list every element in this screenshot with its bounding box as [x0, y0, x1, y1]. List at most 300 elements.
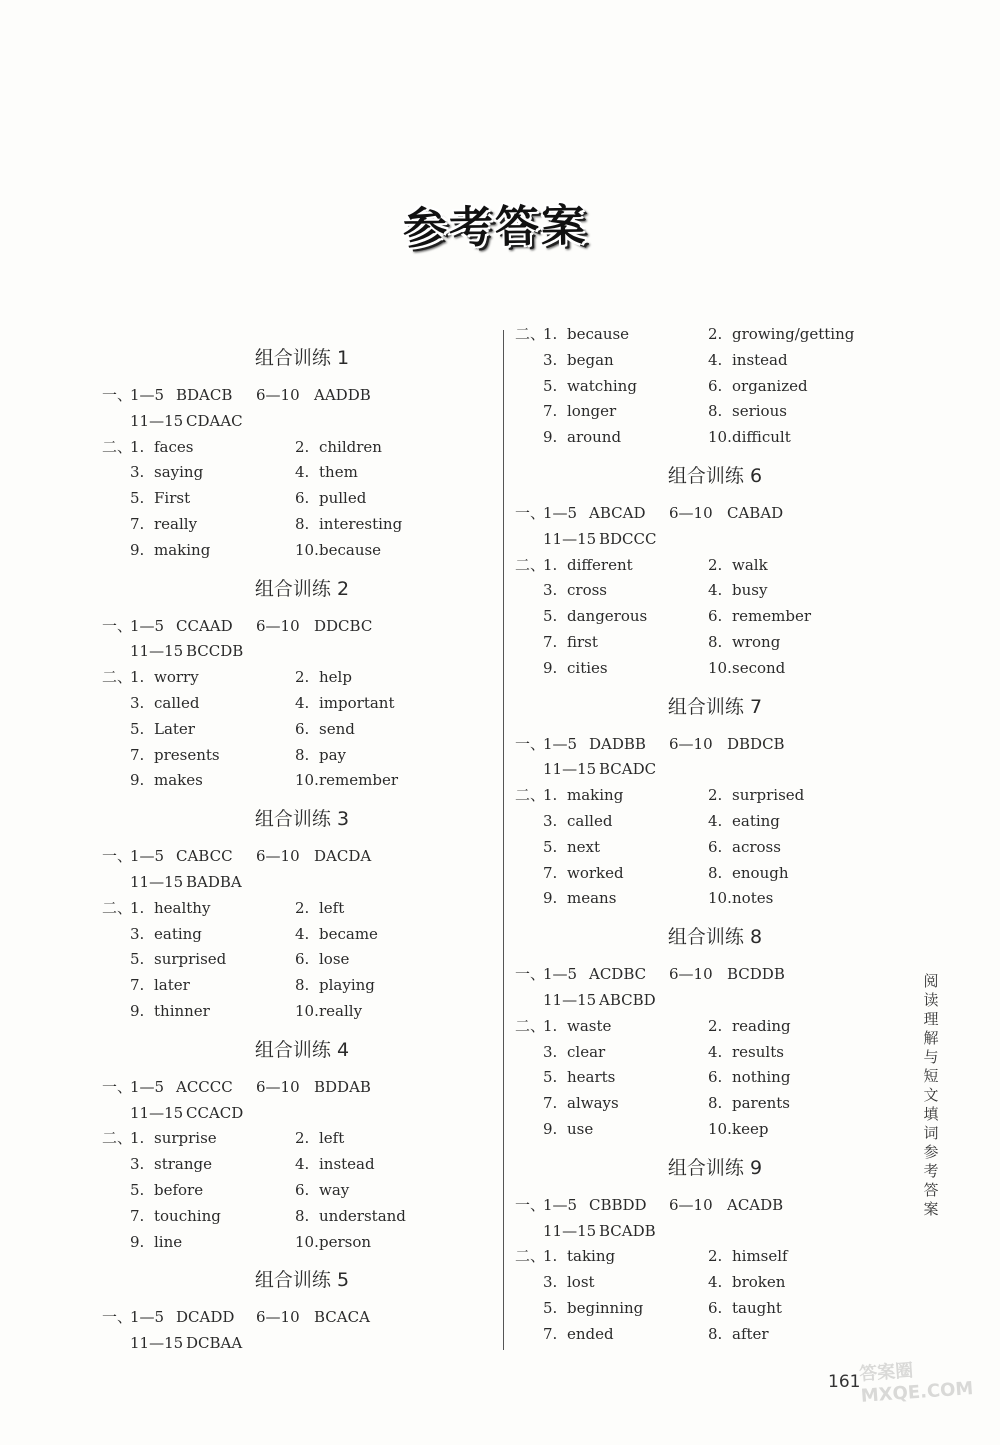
fill-answer	[708, 374, 868, 400]
answer-word: children	[319, 437, 382, 456]
item-number: 10.	[708, 428, 732, 447]
fill-answer	[130, 973, 295, 999]
choice-label: 一、	[102, 1077, 133, 1096]
fill-answer	[708, 630, 868, 656]
answer-word: understand	[319, 1206, 406, 1225]
item-number: 9.	[130, 771, 145, 790]
answer-word: really	[319, 1001, 363, 1020]
choice-row	[102, 409, 482, 435]
item-number: 5.	[130, 1180, 145, 1199]
fill-answer	[708, 1270, 868, 1296]
item-number: 8.	[295, 976, 310, 995]
column-divider	[503, 330, 504, 1350]
page-number: 161	[828, 1372, 861, 1392]
item-number: 3.	[130, 463, 145, 482]
answer-word: notes	[732, 889, 774, 908]
answer-word: beginning	[567, 1298, 644, 1317]
fill-answer	[130, 1126, 295, 1152]
item-number: 3.	[543, 811, 558, 830]
fill-row	[102, 947, 482, 973]
range-label: 6—10	[669, 503, 713, 522]
choice-answers: ACCCC	[176, 1077, 233, 1096]
choice-row	[515, 757, 895, 783]
choice-answers: ACADB	[727, 1195, 784, 1214]
side-label: 阅读理解与短文填词参考答案	[923, 972, 939, 1218]
answer-word: making	[154, 540, 211, 559]
training-section	[102, 339, 482, 564]
answer-word: watching	[567, 376, 637, 395]
answer-word: before	[154, 1180, 204, 1199]
range-label: 6—10	[256, 1077, 300, 1096]
fill-answer	[543, 553, 708, 579]
training-section	[515, 688, 895, 913]
choice-row	[515, 962, 895, 988]
fill-row	[102, 486, 482, 512]
fill-answer	[130, 1204, 295, 1230]
answer-word: next	[567, 837, 601, 856]
item-number: 6.	[295, 719, 310, 738]
item-number: 4.	[708, 1042, 723, 1061]
fill-row	[102, 999, 482, 1025]
fill-row	[515, 1322, 895, 1348]
answer-word: eating	[154, 924, 202, 943]
range-label: 11—15	[130, 1334, 184, 1353]
choice-answers: BCDDB	[727, 965, 785, 984]
answer-word: organized	[732, 376, 808, 395]
training-section	[102, 570, 482, 795]
answer-word: Later	[154, 719, 195, 738]
fill-answer	[130, 665, 295, 691]
item-number: 5.	[130, 489, 145, 508]
choice-answers: CABCC	[176, 847, 233, 866]
range-label: 6—10	[669, 965, 713, 984]
answer-word: called	[567, 811, 613, 830]
fill-row	[515, 374, 895, 400]
answer-word: enough	[732, 863, 789, 882]
item-number: 5.	[130, 719, 145, 738]
fill-row	[515, 348, 895, 374]
fill-answer	[295, 1204, 455, 1230]
fill-answer	[543, 1014, 708, 1040]
fill-row	[515, 1117, 895, 1143]
item-number: 2.	[295, 437, 310, 456]
training-section	[515, 1149, 895, 1348]
choice-label: 一、	[102, 616, 133, 635]
fill-answer	[708, 1014, 868, 1040]
fill-answer	[543, 374, 708, 400]
answer-word: became	[319, 924, 378, 943]
answer-word: line	[154, 1232, 183, 1251]
choice-row	[102, 1075, 482, 1101]
fill-row	[515, 425, 895, 451]
fill-row	[102, 1230, 482, 1256]
answer-word: worry	[154, 668, 199, 687]
answer-word: later	[154, 976, 190, 995]
answer-word: results	[732, 1042, 784, 1061]
fill-row	[102, 512, 482, 538]
fill-answer	[708, 1322, 868, 1348]
fill-answer	[708, 809, 868, 835]
fill-answer	[130, 460, 295, 486]
range-label: 11—15	[543, 529, 597, 548]
fill-answer	[708, 322, 868, 348]
fill-answer	[708, 1065, 868, 1091]
fill-answer	[708, 348, 868, 374]
fill-label: 二、	[515, 786, 546, 805]
answer-word: playing	[319, 976, 375, 995]
item-number: 5.	[130, 950, 145, 969]
choice-row	[102, 870, 482, 896]
item-number: 6.	[708, 837, 723, 856]
choice-answers: BDACB	[176, 386, 233, 404]
item-number: 7.	[130, 976, 145, 995]
answer-word: parents	[732, 1094, 790, 1113]
fill-row	[102, 973, 482, 999]
answer-word: making	[567, 786, 624, 805]
answer-word: interesting	[319, 514, 403, 533]
answer-word: clear	[567, 1042, 606, 1061]
item-number: 10.	[295, 1001, 319, 1020]
fill-row	[102, 1152, 482, 1178]
item-number: 2.	[708, 555, 723, 574]
fill-answer	[543, 1296, 708, 1322]
answer-word: left	[319, 1129, 345, 1148]
fill-row	[515, 1244, 895, 1270]
range-label: 1—5	[543, 734, 578, 753]
fill-row	[515, 1270, 895, 1296]
answer-word: remember	[319, 771, 399, 790]
fill-answer	[543, 1322, 708, 1348]
training-section	[102, 800, 482, 1025]
answer-word: broken	[732, 1273, 786, 1292]
item-number: 9.	[543, 658, 558, 677]
watermark	[859, 1356, 974, 1408]
choice-answers: CCACD	[186, 1103, 244, 1122]
choice-row	[102, 639, 482, 665]
fill-answer	[130, 1230, 295, 1256]
item-number: 3.	[543, 1042, 558, 1061]
choice-answers: BCCDB	[186, 642, 244, 661]
item-number: 9.	[543, 1119, 558, 1138]
fill-answer	[130, 743, 295, 769]
fill-answer	[543, 1117, 708, 1143]
answer-word: First	[154, 489, 191, 508]
item-number: 1.	[543, 555, 558, 574]
answer-word: faces	[154, 437, 194, 456]
item-number: 7.	[130, 514, 145, 533]
fill-answer	[708, 1091, 868, 1117]
answer-word: lost	[567, 1273, 595, 1292]
item-number: 5.	[543, 1068, 558, 1087]
fill-answer	[295, 896, 455, 922]
answer-word: different	[567, 555, 633, 574]
item-number: 6.	[708, 607, 723, 626]
fill-row	[515, 604, 895, 630]
fill-answer	[130, 538, 295, 564]
choice-row	[102, 1101, 482, 1127]
fill-row	[102, 743, 482, 769]
fill-label: 二、	[515, 325, 546, 343]
item-number: 9.	[130, 1232, 145, 1251]
fill-answer	[708, 861, 868, 887]
answer-word: strange	[154, 1155, 212, 1174]
fill-row	[102, 538, 482, 564]
choice-label: 一、	[102, 386, 133, 404]
range-label: 11—15	[543, 760, 597, 779]
fill-answer	[130, 947, 295, 973]
item-number: 2.	[708, 786, 723, 805]
answer-word: saying	[154, 463, 204, 482]
fill-row	[515, 809, 895, 835]
range-label: 1—5	[130, 1308, 165, 1327]
item-number: 2.	[295, 668, 310, 687]
training-section	[102, 1261, 482, 1357]
fill-answer	[708, 1296, 868, 1322]
section-title: 组合训练 9	[667, 1156, 763, 1179]
range-label: 11—15	[543, 1221, 597, 1240]
fill-answer	[295, 717, 455, 743]
fill-answer	[295, 538, 455, 564]
choice-label: 一、	[515, 734, 546, 753]
answer-word: nothing	[732, 1068, 791, 1087]
range-label: 6—10	[256, 386, 300, 404]
answer-word: taught	[732, 1298, 782, 1317]
range-label: 11—15	[130, 642, 184, 661]
choice-label: 一、	[102, 847, 133, 866]
item-number: 2.	[295, 898, 310, 917]
fill-row	[102, 1204, 482, 1230]
fill-row	[515, 783, 895, 809]
choice-label: 一、	[515, 1195, 546, 1214]
range-label: 6—10	[669, 734, 713, 753]
fill-answer	[708, 425, 868, 451]
fill-row	[515, 1091, 895, 1117]
fill-row	[515, 1065, 895, 1091]
fill-row	[102, 896, 482, 922]
range-label: 1—5	[130, 1077, 165, 1096]
choice-row	[515, 732, 895, 758]
item-number: 1.	[543, 1247, 558, 1266]
item-number: 10.	[295, 540, 319, 559]
answer-word: person	[319, 1232, 372, 1251]
fill-answer	[295, 1126, 455, 1152]
item-number: 10.	[708, 658, 732, 677]
choice-answers: AADDB	[314, 386, 371, 404]
item-number: 9.	[130, 540, 145, 559]
answer-word: pulled	[319, 489, 367, 508]
item-number: 4.	[295, 1155, 310, 1174]
fill-row	[102, 691, 482, 717]
answer-word: first	[567, 632, 598, 651]
fill-answer	[130, 1178, 295, 1204]
answer-word: surprised	[154, 950, 227, 969]
fill-answer	[295, 691, 455, 717]
range-label: 1—5	[543, 1195, 578, 1214]
choice-row	[102, 844, 482, 870]
answer-word: began	[567, 350, 614, 369]
choice-answers: DACDA	[314, 847, 372, 866]
choice-answers: ABCBD	[599, 990, 656, 1009]
item-number: 8.	[708, 863, 723, 882]
answer-word: help	[319, 668, 352, 687]
fill-answer	[130, 512, 295, 538]
choice-answers: DCBAA	[186, 1334, 243, 1353]
fill-answer	[130, 717, 295, 743]
item-number: 6.	[708, 376, 723, 395]
section-title: 组合训练 8	[667, 926, 763, 949]
answer-word: busy	[732, 581, 768, 600]
answer-word: remember	[732, 607, 812, 626]
item-number: 3.	[543, 350, 558, 369]
answer-word: makes	[154, 771, 203, 790]
right-column	[515, 322, 895, 1348]
fill-answer	[543, 886, 708, 912]
fill-row	[102, 1126, 482, 1152]
item-number: 7.	[543, 1094, 558, 1113]
item-number: 6.	[708, 1068, 723, 1087]
fill-answer	[295, 1230, 455, 1256]
answer-word: called	[154, 693, 200, 712]
item-number: 4.	[295, 463, 310, 482]
range-label: 6—10	[256, 616, 300, 635]
answer-word: worked	[567, 863, 624, 882]
range-label: 6—10	[256, 1308, 300, 1327]
fill-answer	[708, 835, 868, 861]
item-number: 5.	[543, 607, 558, 626]
fill-label: 二、	[102, 898, 133, 917]
left-column	[102, 333, 482, 1357]
item-number: 6.	[295, 1180, 310, 1199]
fill-answer	[295, 1152, 455, 1178]
item-number: 10.	[295, 771, 319, 790]
fill-answer	[295, 1178, 455, 1204]
item-number: 2.	[295, 1129, 310, 1148]
answer-word: after	[732, 1324, 769, 1343]
answer-word: keep	[732, 1119, 769, 1138]
item-number: 3.	[543, 581, 558, 600]
fill-row	[102, 768, 482, 794]
item-number: 1.	[543, 786, 558, 805]
section-title: 组合训练 7	[667, 695, 763, 718]
answer-word: ended	[567, 1324, 614, 1343]
item-number: 5.	[543, 1298, 558, 1317]
fill-answer	[543, 656, 708, 682]
answer-word: himself	[732, 1247, 788, 1266]
choice-answers: ABCAD	[589, 503, 646, 522]
answer-word: presents	[154, 745, 220, 764]
item-number: 3.	[130, 693, 145, 712]
fill-row	[515, 656, 895, 682]
choice-label: 一、	[515, 965, 546, 984]
item-number: 7.	[543, 402, 558, 421]
fill-row	[515, 1040, 895, 1066]
answer-word: growing/getting	[732, 325, 855, 343]
choice-row	[515, 1219, 895, 1245]
item-number: 3.	[130, 924, 145, 943]
fill-answer	[295, 512, 455, 538]
fill-answer	[543, 1244, 708, 1270]
choice-answers: DADBB	[589, 734, 646, 753]
fill-answer	[708, 399, 868, 425]
choice-answers: DDCBC	[314, 616, 373, 635]
section-title: 组合训练 4	[254, 1038, 350, 1061]
item-number: 6.	[295, 489, 310, 508]
answer-word: lose	[319, 950, 350, 969]
item-number: 7.	[543, 863, 558, 882]
fill-row	[515, 322, 895, 348]
continued-fill-section	[515, 322, 895, 451]
fill-label: 二、	[515, 555, 546, 574]
fill-answer	[543, 1040, 708, 1066]
fill-answer	[543, 322, 708, 348]
answer-word: because	[319, 540, 382, 559]
fill-row	[515, 861, 895, 887]
answer-word: use	[567, 1119, 594, 1138]
answer-word: cross	[567, 581, 607, 600]
fill-answer	[295, 768, 455, 794]
item-number: 7.	[543, 632, 558, 651]
fill-answer	[708, 656, 868, 682]
fill-answer	[130, 691, 295, 717]
answer-word: taking	[567, 1247, 616, 1266]
fill-row	[515, 578, 895, 604]
fill-answer	[543, 835, 708, 861]
fill-answer	[543, 630, 708, 656]
choice-row	[102, 614, 482, 640]
fill-answer	[543, 604, 708, 630]
choice-answers: CDAAC	[186, 411, 243, 430]
fill-row	[102, 460, 482, 486]
answer-word: way	[319, 1180, 350, 1199]
training-section	[102, 1031, 482, 1256]
fill-answer	[543, 348, 708, 374]
item-number: 7.	[130, 745, 145, 764]
answer-word: difficult	[732, 428, 791, 447]
fill-row	[515, 399, 895, 425]
range-label: 6—10	[256, 847, 300, 866]
fill-answer	[295, 743, 455, 769]
answer-word: across	[732, 837, 781, 856]
fill-answer	[708, 578, 868, 604]
choice-answers: BCACA	[314, 1308, 370, 1327]
fill-row	[102, 717, 482, 743]
fill-answer	[130, 922, 295, 948]
item-number: 8.	[708, 402, 723, 421]
item-number: 4.	[708, 1273, 723, 1292]
fill-answer	[130, 768, 295, 794]
answer-word: reading	[732, 1016, 791, 1035]
fill-answer	[130, 999, 295, 1025]
section-title: 组合训练 1	[254, 347, 350, 369]
answer-word: hearts	[567, 1068, 616, 1087]
choice-label: 一、	[515, 503, 546, 522]
item-number: 1.	[130, 668, 145, 687]
fill-answer	[543, 399, 708, 425]
section-title: 组合训练 3	[254, 808, 350, 831]
fill-answer	[130, 486, 295, 512]
choice-row	[515, 988, 895, 1014]
choice-row	[515, 527, 895, 553]
answer-word: surprise	[154, 1129, 217, 1148]
choice-answers: CBBDD	[589, 1195, 647, 1214]
range-label: 11—15	[130, 872, 184, 891]
answer-word: pay	[319, 745, 347, 764]
item-number: 9.	[543, 428, 558, 447]
item-number: 5.	[543, 376, 558, 395]
choice-row	[515, 1193, 895, 1219]
fill-row	[102, 1178, 482, 1204]
range-label: 1—5	[130, 847, 165, 866]
